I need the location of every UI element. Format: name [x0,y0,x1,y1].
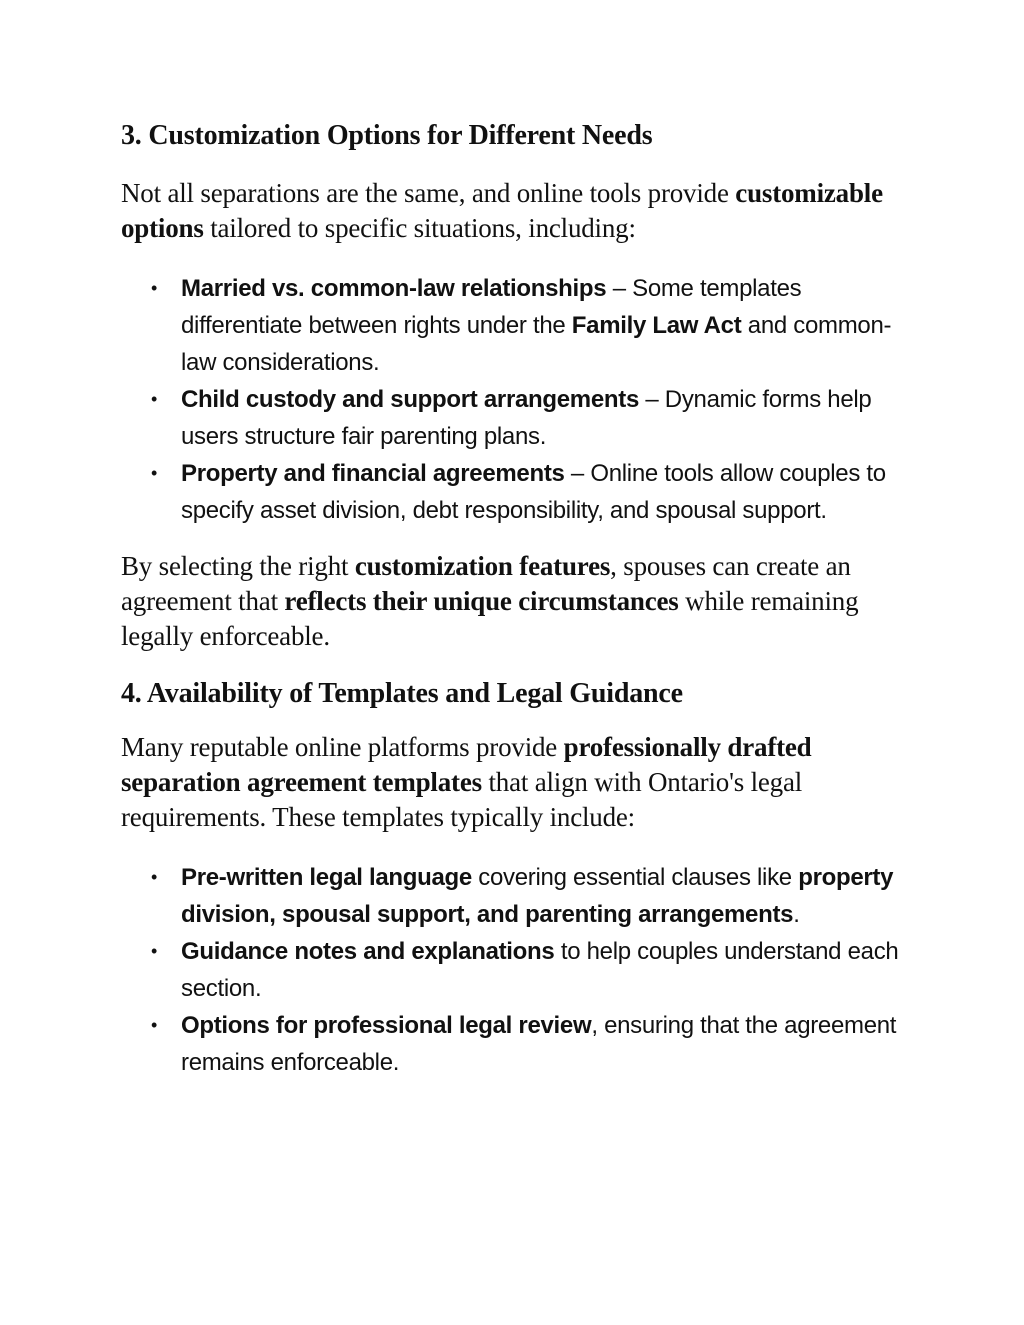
document-page [121,118,911,1081]
bullet-icon: • [151,389,158,409]
list-item: • Married vs. common-law relationships – Some templates differentiate between rights under the Family Law Act and common-law considerations. [121,270,911,381]
section-3-intro: Not all separations are the same, and online tools provide customizable options tailored to specific situations, including: [121,178,883,243]
bullet-icon: • [151,1015,158,1035]
list-item: • Property and financial agreements – Online tools allow couples to specify asset division, debt responsibility, and spousal support. [121,455,911,529]
bullet-icon: • [151,278,158,298]
list-item: • Pre-written legal language covering essential clauses like property division, spousal support, and parenting arrangements. [121,859,911,933]
bullet-icon: • [151,867,158,887]
list-item: • Options for professional legal review, ensuring that the agreement remains enforceable. [121,1007,911,1081]
section-3-list [121,270,911,529]
bullet-icon: • [151,941,158,961]
section-4-list [121,859,911,1081]
section-4-heading: 4. Availability of Templates and Legal Guidance [121,678,683,709]
section-3-heading: 3. Customization Options for Different Needs [121,120,653,151]
list-item: • Child custody and support arrangements – Dynamic forms help users structure fair parenting plans. [121,381,911,455]
section-4-intro: Many reputable online platforms provide professionally drafted separation agreement templates that align with Ontario's legal requirements. These templates typically include: [121,732,812,832]
bullet-icon: • [151,463,158,483]
section-3-outro: By selecting the right customization features, spouses can create an agreement that reflects their unique circumstances while remaining legally enforceable. [121,551,859,651]
list-item: • Guidance notes and explanations to help couples understand each section. [121,933,911,1007]
